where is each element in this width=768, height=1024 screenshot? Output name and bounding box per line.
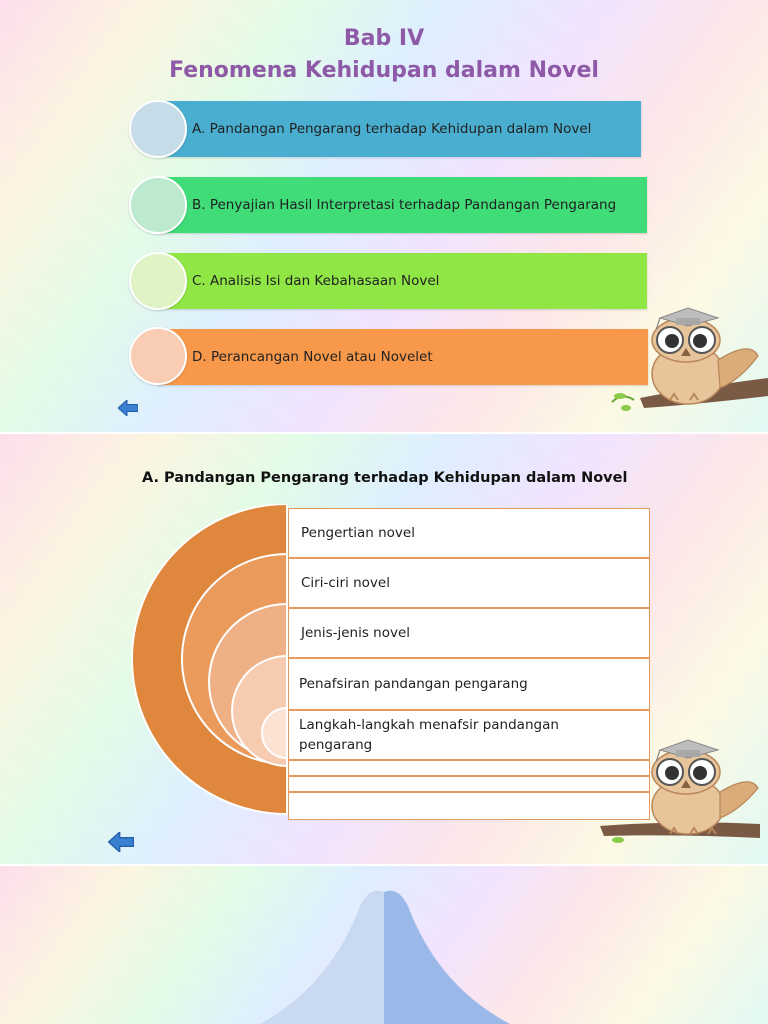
back-arrow-icon[interactable]	[118, 400, 138, 416]
menu-item-b-label: B. Penyajian Hasil Interpretasi terhadap Pandangan Pengarang	[192, 197, 617, 213]
slide-3	[0, 866, 768, 1024]
slide-title-chapter: Bab IV	[343, 26, 425, 51]
list-item-label: Penafsiran pandangan pengarang	[299, 676, 528, 692]
list-item-label: Langkah-langkah menafsir pandangan pengarang	[299, 717, 559, 753]
list-item-interpretation[interactable]	[288, 658, 650, 710]
menu-item-d-circle	[129, 327, 187, 385]
slide-2	[0, 434, 768, 864]
menu-item-b-circle	[129, 176, 187, 234]
list-item-characteristics[interactable]	[288, 558, 650, 608]
menu-item-c-label: C. Analisis Isi dan Kebahasaan Novel	[192, 273, 440, 289]
back-arrow-icon[interactable]	[108, 832, 134, 852]
list-item-empty-3	[288, 792, 650, 820]
semicircle-diagram	[130, 504, 290, 822]
menu-item-d-label: D. Perancangan Novel atau Novelet	[192, 349, 433, 365]
list-item-types[interactable]	[288, 608, 650, 658]
list-item-label: Jenis-jenis novel	[301, 625, 411, 641]
menu-item-a[interactable]	[158, 101, 641, 157]
menu-item-a-label: A. Pandangan Pengarang terhadap Kehidupan dalam Novel	[192, 121, 592, 137]
list-item-label: Pengertian novel	[301, 525, 415, 541]
peak-shape	[0, 866, 768, 1024]
list-item-empty-1	[288, 760, 650, 776]
menu-item-d[interactable]	[158, 329, 648, 385]
menu-item-c[interactable]	[158, 253, 647, 309]
list-item-definition[interactable]	[288, 508, 650, 558]
list-item-label: Ciri-ciri novel	[301, 575, 390, 591]
slide-title-topic: Fenomena Kehidupan dalam Novel	[169, 58, 599, 83]
menu-item-a-circle	[129, 100, 187, 158]
list-item-empty-2	[288, 776, 650, 792]
owl-graduate-icon	[600, 300, 768, 422]
section-heading: A. Pandangan Pengarang terhadap Kehidupan dalam Novel	[142, 470, 628, 486]
slide-1	[0, 0, 768, 432]
menu-item-c-circle	[129, 252, 187, 310]
menu-item-b[interactable]	[158, 177, 647, 233]
owl-graduate-icon	[600, 730, 768, 856]
list-item-steps[interactable]	[288, 710, 650, 760]
